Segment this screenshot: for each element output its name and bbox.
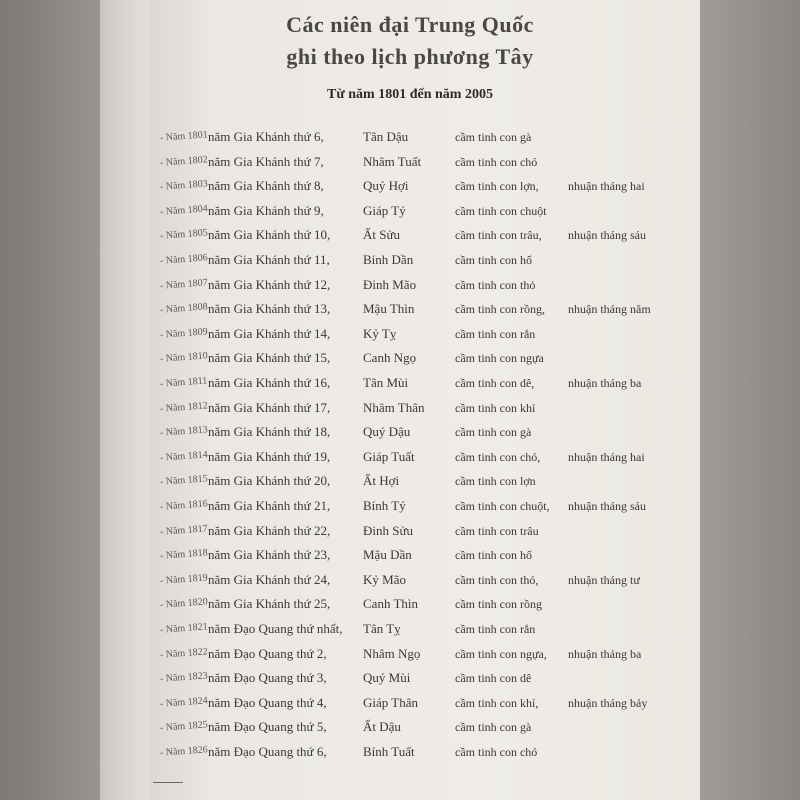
cyclic-name-cell: Kỷ Mão	[363, 571, 406, 587]
zodiac-cell: cầm tinh con hổ	[455, 253, 532, 267]
leap-month-note: nhuận tháng tư	[568, 572, 640, 587]
cyclic-name-cell: Kỷ Tỵ	[363, 325, 397, 341]
year-cell: - Năm 1801	[159, 129, 209, 144]
year-cell: - Năm 1812	[159, 399, 209, 415]
zodiac-cell: cầm tinh con chuột	[455, 203, 547, 218]
year-cell: - Năm 1803	[159, 178, 209, 193]
year-cell: - Năm 1805	[159, 227, 209, 243]
table-row	[0, 224, 800, 246]
cyclic-name-cell: Quý Hợi	[363, 178, 409, 194]
year-cell: - Năm 1822	[159, 645, 209, 661]
table-row	[0, 249, 800, 271]
cyclic-name-cell: Tân Dậu	[363, 129, 409, 144]
era-cell: năm Gia Khánh thứ 6,	[208, 129, 324, 144]
zodiac-cell: cầm tinh con lợn,	[455, 179, 539, 194]
table-row	[0, 520, 800, 542]
footer-rule	[153, 782, 183, 783]
table-row	[0, 126, 800, 148]
era-cell: năm Gia Khánh thứ 10,	[208, 227, 331, 243]
year-cell: - Năm 1802	[159, 153, 209, 169]
cyclic-name-cell: Ất Hợi	[363, 473, 400, 489]
zodiac-cell: cầm tinh con ngựa,	[455, 646, 547, 661]
zodiac-cell: cầm tinh con dê	[455, 671, 532, 686]
year-cell: - Năm 1811	[159, 375, 208, 390]
table-row	[0, 421, 800, 443]
year-cell: - Năm 1824	[159, 695, 209, 710]
table-row	[0, 667, 800, 689]
era-cell: năm Gia Khánh thứ 24,	[208, 571, 331, 587]
leap-month-note: nhuận tháng ba	[568, 376, 642, 390]
era-cell: năm Gia Khánh thứ 13,	[208, 301, 331, 317]
era-cell: năm Đạo Quang thứ 6,	[208, 744, 327, 759]
zodiac-cell: cầm tinh con gà	[455, 425, 532, 440]
cyclic-name-cell: Đinh Sửu	[363, 522, 414, 538]
era-cell: năm Gia Khánh thứ 22,	[208, 522, 331, 538]
year-cell: - Năm 1813	[159, 424, 209, 439]
leap-month-note: nhuận tháng bảy	[568, 695, 648, 710]
year-cell: - Năm 1818	[159, 547, 209, 562]
zodiac-cell: cầm tinh con trâu,	[455, 228, 542, 243]
zodiac-cell: cầm tinh con thỏ,	[455, 572, 539, 587]
era-cell: năm Gia Khánh thứ 7,	[208, 153, 324, 169]
era-cell: năm Đạo Quang thứ nhất,	[208, 621, 343, 636]
year-cell: - Năm 1817	[159, 522, 209, 538]
table-row	[0, 323, 800, 345]
zodiac-cell: cầm tinh con rồng	[455, 597, 542, 612]
zodiac-cell: cầm tinh con gà	[455, 130, 532, 144]
table-row	[0, 175, 800, 197]
table-row	[0, 372, 800, 394]
table-row	[0, 716, 800, 738]
era-cell: năm Gia Khánh thứ 12,	[208, 276, 331, 292]
leap-month-note: nhuận tháng hai	[568, 449, 645, 464]
page-title-line1: Các niên đại Trung Quốc	[286, 12, 534, 37]
leap-month-note: nhuận tháng năm	[568, 302, 651, 317]
zodiac-cell: cầm tinh con gà	[455, 720, 532, 735]
year-cell: - Năm 1804	[159, 203, 209, 218]
leap-month-note: nhuận tháng ba	[568, 646, 642, 661]
table-row	[0, 397, 800, 419]
zodiac-cell: cầm tinh con chó,	[455, 449, 541, 464]
cyclic-name-cell: Đinh Mão	[363, 276, 417, 292]
table-row	[0, 274, 800, 296]
era-cell: năm Đạo Quang thứ 5,	[208, 719, 327, 735]
table-row	[0, 347, 800, 369]
leap-month-note: nhuận tháng sáu	[568, 499, 646, 513]
cyclic-name-cell: Canh Ngọ	[363, 350, 417, 366]
year-cell: - Năm 1809	[159, 326, 209, 341]
zodiac-cell: cầm tinh con dê,	[455, 376, 535, 390]
cyclic-name-cell: Giáp Tuất	[363, 448, 415, 464]
cyclic-name-cell: Tân Tỵ	[363, 621, 401, 636]
year-cell: - Năm 1810	[159, 350, 209, 366]
zodiac-cell: cầm tinh con khỉ	[455, 400, 536, 415]
year-cell: - Năm 1826	[159, 744, 209, 759]
era-cell: năm Gia Khánh thứ 14,	[208, 325, 331, 341]
cyclic-name-cell: Canh Thìn	[363, 596, 419, 612]
zodiac-cell: cầm tinh con thỏ	[455, 277, 536, 292]
era-cell: năm Gia Khánh thứ 21,	[208, 498, 331, 513]
cyclic-name-cell: Bính Dần	[363, 252, 414, 267]
leap-month-note: nhuận tháng sáu	[568, 228, 646, 243]
cyclic-name-cell: Bính Tuất	[363, 744, 415, 759]
era-cell: năm Đạo Quang thứ 3,	[208, 670, 327, 686]
page-subtitle: Từ năm 1801 đến năm 2005	[327, 87, 493, 102]
era-cell: năm Gia Khánh thứ 18,	[208, 424, 331, 440]
era-cell: năm Gia Khánh thứ 16,	[208, 375, 331, 390]
cyclic-name-cell: Quý Mùi	[363, 670, 411, 686]
table-row	[0, 200, 800, 222]
zodiac-cell: cầm tinh con rồng,	[455, 302, 545, 317]
era-cell: năm Đạo Quang thứ 4,	[208, 694, 327, 710]
table-row	[0, 151, 800, 173]
page-title-line2: ghi theo lịch phương Tây	[286, 44, 534, 69]
cyclic-name-cell: Ất Dậu	[363, 719, 401, 735]
cyclic-name-cell: Mậu Dần	[363, 547, 412, 563]
year-cell: - Năm 1825	[159, 719, 209, 735]
zodiac-cell: cầm tinh con chuột,	[455, 499, 550, 513]
year-cell: - Năm 1820	[159, 596, 209, 612]
zodiac-cell: cầm tinh con ngựa	[455, 351, 544, 366]
cyclic-name-cell: Nhâm Thân	[363, 399, 425, 415]
era-cell: năm Gia Khánh thứ 25,	[208, 596, 331, 612]
cyclic-name-cell: Nhâm Ngọ	[363, 645, 421, 661]
cyclic-name-cell: Quý Dậu	[363, 424, 411, 440]
year-cell: - Năm 1816	[159, 498, 209, 513]
table-row	[0, 569, 800, 591]
cyclic-name-cell: Tân Mùi	[363, 375, 409, 390]
cyclic-name-cell: Giáp Tý	[363, 202, 406, 218]
era-cell: năm Đạo Quang thứ 2,	[208, 645, 327, 661]
year-cell: - Năm 1814	[159, 449, 209, 464]
era-cell: năm Gia Khánh thứ 8,	[208, 178, 324, 194]
year-cell: - Năm 1823	[159, 670, 209, 685]
cyclic-name-cell: Nhâm Tuất	[363, 153, 422, 169]
table-row	[0, 495, 800, 517]
table-row	[0, 544, 800, 566]
year-cell: - Năm 1819	[159, 572, 209, 587]
zodiac-cell: cầm tinh con khỉ,	[455, 695, 539, 710]
zodiac-cell: cầm tinh con chó	[455, 154, 538, 169]
table-row	[0, 593, 800, 615]
era-cell: năm Gia Khánh thứ 19,	[208, 448, 331, 464]
zodiac-cell: cầm tinh con trâu	[455, 523, 539, 538]
era-cell: năm Gia Khánh thứ 9,	[208, 202, 324, 218]
era-cell: năm Gia Khánh thứ 17,	[208, 399, 331, 415]
year-cell: - Năm 1815	[159, 473, 209, 489]
zodiac-cell: cầm tinh con lợn	[455, 474, 536, 489]
table-row	[0, 741, 800, 763]
zodiac-cell: cầm tinh con chó	[455, 745, 538, 759]
year-cell: - Năm 1807	[159, 276, 209, 292]
cyclic-name-cell: Bính Tý	[363, 498, 406, 513]
cyclic-name-cell: Ất Sửu	[363, 227, 401, 243]
year-cell: - Năm 1821	[159, 621, 209, 636]
table-row	[0, 298, 800, 320]
era-cell: năm Gia Khánh thứ 20,	[208, 473, 331, 489]
era-cell: năm Gia Khánh thứ 15,	[208, 350, 331, 366]
table-row	[0, 692, 800, 714]
year-cell: - Năm 1806	[159, 252, 209, 267]
table-row	[0, 470, 800, 492]
era-cell: năm Gia Khánh thứ 11,	[208, 252, 330, 267]
cyclic-name-cell: Mậu Thìn	[363, 301, 415, 317]
cyclic-name-cell: Giáp Thân	[363, 694, 418, 710]
year-cell: - Năm 1808	[159, 301, 209, 316]
table-row	[0, 446, 800, 468]
leap-month-note: nhuận tháng hai	[568, 179, 645, 194]
table-row	[0, 618, 800, 640]
zodiac-cell: cầm tinh con rắn	[455, 326, 536, 341]
table-row	[0, 643, 800, 665]
zodiac-cell: cầm tinh con hổ	[455, 548, 532, 563]
era-cell: năm Gia Khánh thứ 23,	[208, 547, 331, 563]
zodiac-cell: cầm tinh con rắn	[455, 622, 536, 636]
